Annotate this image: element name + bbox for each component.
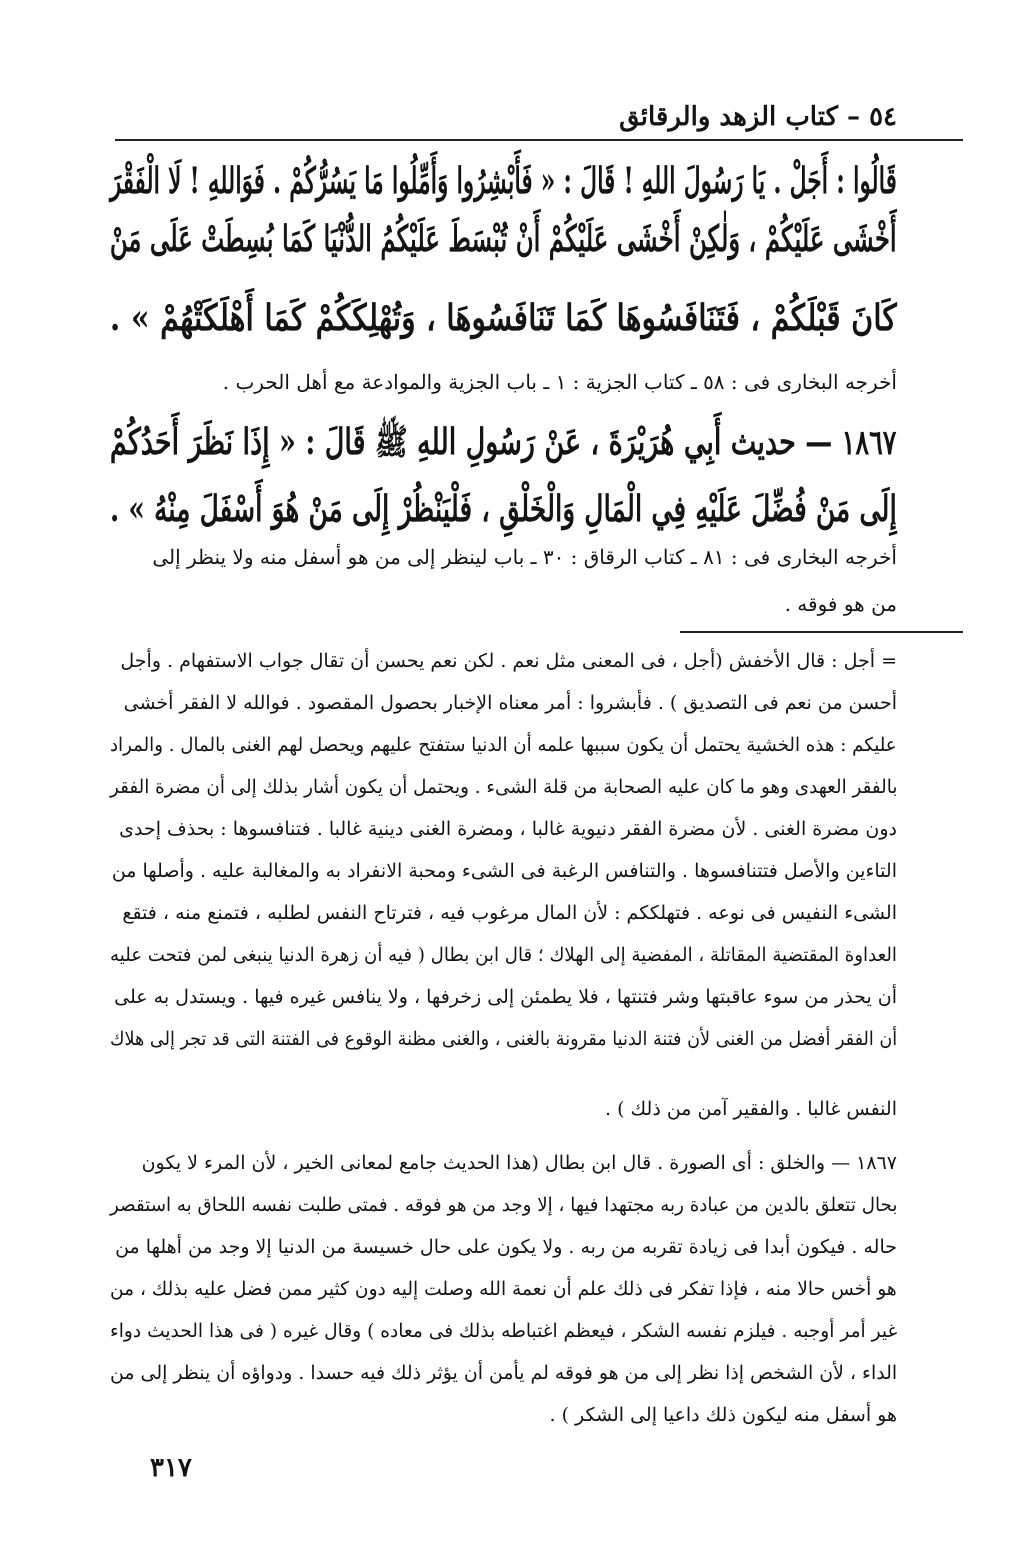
hadith-line: أَخْشَى عَلَيْكُمْ ، وَلٰكِنْ أَخْشَى عَلَيْكُمْ أَنْ تُبْسَطَ عَلَيْكُمُ الدُّنْيَا كَمَا بُسِطَتْ عَلَى مَنْ xyxy=(110,218,897,260)
footnote-line: الشىء النفيس فى نوعه . فتهلككم : لأن المال مرغوب فيه ، فترتاح النفس لطلبه ، فتمنع منه ، فتقع xyxy=(122,902,897,924)
footnote-line: غير أمر أوجبه . فيلزم نفسه الشكر ، فيعظم اغتباطه بذلك فى معاده ) وقال غيره ( فى هذا الحديث دواء xyxy=(109,1320,897,1342)
footnote-1867-first-line xyxy=(142,1152,897,1174)
hadith-line: — حديث أَبِي هُرَيْرَةَ ، عَنْ رَسُولِ اللهِ ﷺ قَالَ : « إِذَا نَظَرَ أَحَدُكُمْ xyxy=(110,421,833,463)
footnote-divider xyxy=(680,631,963,633)
footnote-line: هو أسفل منه ليكون ذلك داعيا إلى الشكر ) . xyxy=(549,1404,897,1426)
footnote-line: الداء ، لأن الشخص إذا نظر إلى من هو فوقه لم يأمن أن يؤثر ذلك فيه حسدا . ودواؤه أن ينظر إلى من xyxy=(109,1362,897,1384)
footnote-line: أن الفقر أفضل من الغنى لأن فتنة الدنيا مقرونة بالغنى ، والغنى مظنة الوقوع فى الفتنة التى قد تجر إلى هلاك xyxy=(109,1028,897,1050)
footnote-line: بالفقر العهدى وهو ما كان عليه الصحابة من قلة الشىء . ويحتمل أن يكون أشار بذلك إلى أن مضرة الفقر xyxy=(109,776,897,798)
running-header: ٥٤ – كتاب الزهد والرقائق xyxy=(619,102,897,132)
hadith-line: إِلَى مَنْ فُضِّلَ عَلَيْهِ فِي الْمَالِ وَالْخَلْقِ ، فَلْيَنْظُرْ إِلَى مَنْ هُوَ أَسْفَلَ مِنْهُ » . xyxy=(110,488,897,530)
footnote-line: = أجل : قال الأخفش (أجل ، فى المعنى مثل نعم . لكن نعم يحسن أن تقال جواب الاستفهام . وأجل xyxy=(120,650,897,672)
hadith-line: قَالُوا : أَجَلْ . يَا رَسُولَ اللهِ ! قَالَ : « فَأَبْشِرُوا وَأَمِّلُوا مَا يَسُرُّكُمْ . فَوَاللهِ ! لَا الْفَقْرَ xyxy=(110,160,897,202)
footnote-line: العداوة المقتضية المقاتلة ، المفضية إلى الهلاك ؛ قال ابن بطال ( فيه أن زهرة الدنيا ينبغى لمن فتحت عليه xyxy=(110,944,897,966)
page-number: ٣١٧ xyxy=(150,1453,192,1483)
footnote-line: عليكم : هذه الخشية يحتمل أن يكون سببها علمه أن الدنيا ستفتح عليهم ويحصل لهم الغنى بالمال . والمراد xyxy=(110,734,897,756)
takhrij-line: أخرجه البخارى فى : ٥٨ ـ كتاب الجزية : ١ ـ باب الجزية والموادعة مع أهل الحرب . xyxy=(222,370,897,394)
footnote-line: أحسن من نعم فى التصديق ) . فأبشروا : أمر معناه الإخبار بحصول المقصود . فوالله لا الفقر أخشى xyxy=(123,692,897,714)
footnote-line: بحال تتعلق بالدين من عبادة ربه مجتهدا فيها ، إلا وجد من هو فوقه . فمتى طلبت نفسه اللحاق به استقصر xyxy=(109,1194,897,1216)
takhrij-line: من هو فوقه . xyxy=(784,592,897,616)
footnote-line: النفس غالبا . والفقير آمن من ذلك ) . xyxy=(605,1098,897,1120)
takhrij-line: أخرجه البخارى فى : ٨١ ـ كتاب الرقاق : ٣٠ ـ باب لينظر إلى من هو أسفل منه ولا ينظر إلى xyxy=(152,545,897,569)
hadith-number: ١٨٦٧ xyxy=(842,423,897,463)
hadith-line: كَانَ قَبْلَكُمْ ، فَتَنَافَسُوهَا كَمَا تَنَافَسُوهَا ، وَتُهْلِكَكُمْ كَمَا أَهْلَكَتْهُمْ » . xyxy=(110,297,897,339)
footnote-line: حاله . فيكون أبدا فى زيادة تقربه من ربه . ولا يكون على حال خسيسة من الدنيا إلا وجد من أهلها من xyxy=(115,1236,897,1258)
footnote-number: ١٨٦٧ xyxy=(856,1152,897,1174)
header-divider xyxy=(115,139,963,141)
footnote-line: أن يحذر من سوء عاقبتها وشر فتنتها ، فلا يطمئن إلى زخرفها ، ولا ينافس غيره فيها . ويستدل به على xyxy=(114,986,897,1008)
footnote-line: التاءين والأصل فتتنافسوها . والتنافس الرغبة فى الشىء ومحبة الانفراد به والمغالبة عليه . وأصلها من xyxy=(111,860,897,882)
footnote-line: هو أخس حالا منه ، فإذا تفكر فى ذلك علم أن نعمة الله وصلت إليه دون كثير ممن فضل عليه بذلك ، من xyxy=(110,1278,897,1300)
footnote-line: دون مضرة الغنى . لأن مضرة الفقر دنيوية غالبا ، ومضرة الغنى دينية غالبا . فتنافسوها : بحذف إحدى xyxy=(119,818,897,840)
footnote-line: — والخلق : أى الصورة . قال ابن بطال (هذا الحديث جامع لمعانى الخير ، لأن المرء لا يكون xyxy=(141,1152,851,1174)
hadith-1867-first-line xyxy=(110,420,897,472)
